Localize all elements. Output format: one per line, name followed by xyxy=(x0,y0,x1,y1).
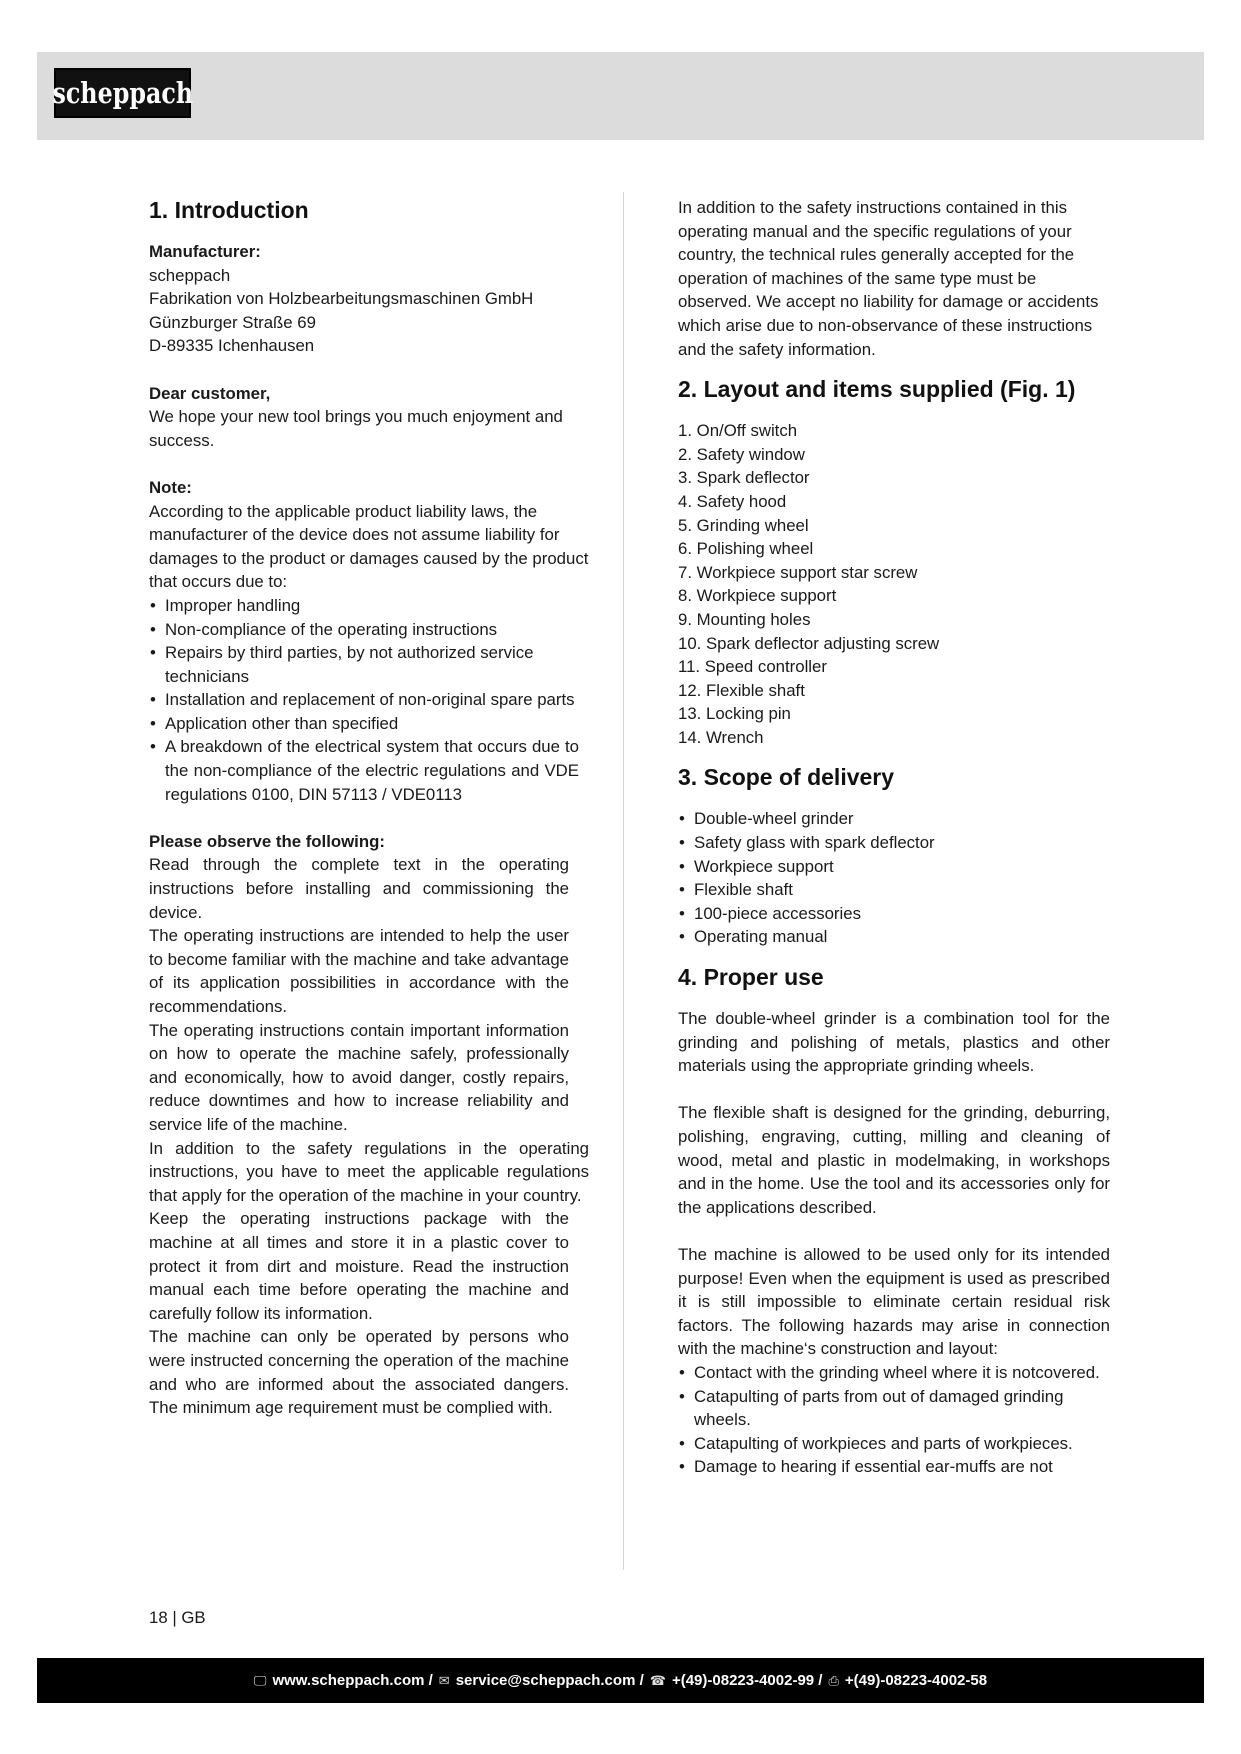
note-text: According to the applicable product liability laws, the manufacturer of the device does not assume liability for damages to the product or damages caused by the product that occurs due to: xyxy=(149,501,589,592)
list-item: • Operating manual xyxy=(678,925,1110,949)
list-item: 9. Mounting holes xyxy=(678,609,811,629)
right-column xyxy=(678,196,1110,1479)
layout-heading: 2. Layout and items supplied (Fig. 1) xyxy=(678,376,1076,403)
page-number: 18 | GB xyxy=(149,1608,206,1627)
dear-customer-label: Dear customer, xyxy=(149,383,271,403)
phone-icon: ☎ xyxy=(649,1672,666,1688)
manufacturer-label: Manufacturer: xyxy=(149,242,261,261)
logo-text: scheppach xyxy=(52,76,193,110)
observe-paragraph: The operating instructions contain important information on how to operate the machine safely, professionally and economically, how to avoid danger, costly repairs, reduce downtimes and how to increase reliability and service life of the machine. xyxy=(149,1020,569,1134)
list-item: 5. Grinding wheel xyxy=(678,515,809,535)
list-item: • Damage to hearing if essential ear-muffs are not xyxy=(678,1455,1110,1479)
list-item: • Application other than specified xyxy=(149,712,589,736)
manufacturer-line: Fabrikation von Holzbearbeitungsmaschinen GmbH xyxy=(149,289,534,309)
list-item: • Safety glass with spark deflector xyxy=(678,831,1110,855)
proper-use-paragraph: The double-wheel grinder is a combination tool for the grinding and polishing of metals, plastics and other materials using the appropriate grinding wheels. xyxy=(678,1009,1110,1076)
observe-label: Please observe the following: xyxy=(149,831,385,851)
proper-use-paragraph: The flexible shaft is designed for the grinding, deburring, polishing, engraving, cutting, milling and cleaning of wood, metal and plastic in modelmaking, in workshops and in the home. Use the tool and its accessories only for the applications described. xyxy=(678,1103,1110,1217)
observe-paragraph: Keep the operating instructions package with the machine at all times and store it in a plastic cover to protect it from dirt and moisture. Read the instruction manual each time before operating the machine and carefully follow its information. xyxy=(149,1209,569,1323)
list-item: • Installation and replacement of non-original spare parts xyxy=(149,688,589,712)
list-item: • 100-piece accessories xyxy=(678,902,1110,926)
computer-icon: 🖵 xyxy=(253,1672,267,1688)
observe-paragraph: Read through the complete text in the operating instructions before installing and commissioning the device. xyxy=(149,855,569,922)
email-icon: ✉ xyxy=(438,1672,450,1688)
list-item: 12. Flexible shaft xyxy=(678,680,805,700)
note-label: Note: xyxy=(149,477,192,497)
list-item: 4. Safety hood xyxy=(678,491,787,511)
intro-heading: 1. Introduction xyxy=(149,197,309,223)
list-item: • Workpiece support xyxy=(678,855,1110,879)
scheppach-logo xyxy=(54,68,191,118)
fax-icon: ⎙ xyxy=(828,1672,839,1688)
left-column xyxy=(149,196,589,1420)
column-divider xyxy=(623,192,624,1570)
list-item: 8. Workpiece support xyxy=(678,586,837,606)
manufacturer-line: D-89335 Ichenhausen xyxy=(149,336,315,356)
manufacturer-line: scheppach xyxy=(149,265,231,285)
observe-paragraph: The operating instructions are intended to help the user to become familiar with the machine and take advantage of its application possibilities in accordance with the recommendations. xyxy=(149,926,569,1016)
scope-heading: 3. Scope of delivery xyxy=(678,764,895,791)
footer-website[interactable]: www.scheppach.com / xyxy=(272,1672,433,1689)
list-item: 7. Workpiece support star screw xyxy=(678,562,918,582)
intro-continuation: In addition to the safety instructions contained in this operating manual and the specific regulations of your country, the technical rules generally accepted for the operation of machines of the same type must be observed. We accept no liability for damage or accidents which arise due to non-observance of these instructions and the safety information. xyxy=(678,198,1099,359)
observe-paragraph: In addition to the safety regulations in the operating instructions, you have to meet the applicable regulations that apply for the operation of the machine in your country. xyxy=(149,1138,589,1205)
list-item: 3. Spark deflector xyxy=(678,468,810,488)
list-item: • Double-wheel grinder xyxy=(678,807,1110,831)
proper-use-heading: 4. Proper use xyxy=(678,964,824,991)
list-item: • Repairs by third parties, by not authorized service technicians xyxy=(149,641,589,688)
footer-email[interactable]: service@scheppach.com / xyxy=(455,1672,644,1689)
footer-fax: +(49)-08223-4002-58 xyxy=(844,1672,988,1689)
list-item: • Catapulting of parts from out of damaged grinding wheels. xyxy=(678,1385,1110,1432)
note-list xyxy=(149,594,589,806)
list-item: • Non-compliance of the operating instructions xyxy=(149,618,589,642)
manufacturer-line: Günzburger Straße 69 xyxy=(149,312,316,332)
header-band xyxy=(37,52,1204,140)
list-item: • Flexible shaft xyxy=(678,878,1110,902)
list-item: • Contact with the grinding wheel where it is notcovered. xyxy=(678,1361,1110,1385)
footer-band xyxy=(37,1658,1204,1703)
footer-phone: +(49)-08223-4002-99 / xyxy=(671,1672,823,1689)
proper-use-paragraph: The machine is allowed to be used only for its intended purpose! Even when the equipment is used as prescribed it is still impossible to eliminate certain residual risk factors. The following hazards may arise in connection with the machine‘s construction and layout: xyxy=(678,1244,1110,1359)
list-item: 14. Wrench xyxy=(678,727,764,747)
list-item: 10. Spark deflector adjusting screw xyxy=(678,633,940,653)
list-item: • Catapulting of workpieces and parts of workpieces. xyxy=(678,1432,1110,1456)
list-item: • Improper handling xyxy=(149,594,589,618)
list-item: 1. On/Off switch xyxy=(678,421,798,441)
dear-customer-text: We hope your new tool brings you much enjoyment and success. xyxy=(149,407,563,450)
list-item: 13. Locking pin xyxy=(678,704,791,724)
list-item: 11. Speed controller xyxy=(678,657,827,677)
list-item: • A breakdown of the electrical system that occurs due to the non-compliance of the electric regulations and VDE regulations 0100, DIN 57113 / VDE0113 xyxy=(149,735,589,806)
list-item: 2. Safety window xyxy=(678,444,805,464)
observe-paragraph: The machine can only be operated by persons who were instructed concerning the operation of the machine and who are informed about the associated dangers. The minimum age requirement must be complied with. xyxy=(149,1327,569,1418)
hazard-list xyxy=(678,1361,1110,1479)
list-item: 6. Polishing wheel xyxy=(678,539,814,559)
layout-items-list xyxy=(678,419,1110,749)
scope-list xyxy=(678,807,1110,949)
